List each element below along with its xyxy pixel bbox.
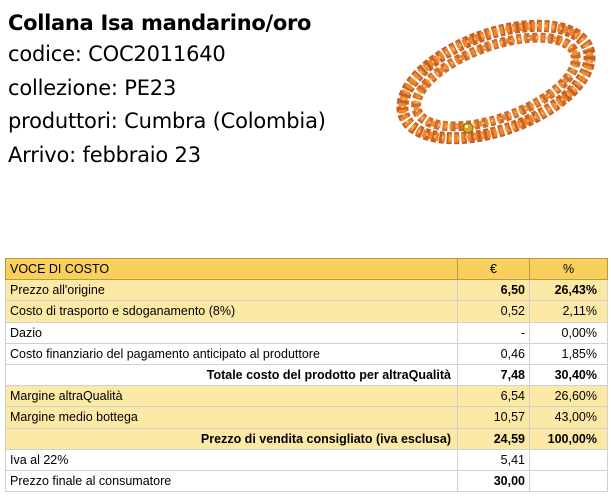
product-producers: produttori: Cumbra (Colombia): [8, 109, 326, 133]
product-code: codice: COC2011640: [8, 42, 226, 66]
row-label: Iva al 22%: [6, 449, 458, 470]
table-row: [6, 280, 608, 301]
product-info: [8, 8, 326, 172]
table-header-row: [6, 259, 608, 280]
table-row: [6, 449, 608, 470]
table-row: [6, 322, 608, 343]
row-percent: 100,00%: [530, 428, 608, 449]
row-euro: 24,59: [458, 428, 530, 449]
row-label: Margine medio bottega: [6, 407, 458, 428]
table-row: [6, 343, 608, 364]
row-percent: 2,11%: [530, 301, 608, 322]
row-label: Dazio: [6, 322, 458, 343]
product-title: Collana Isa mandarino/oro: [8, 11, 312, 35]
row-percent: [530, 470, 608, 491]
row-euro: 0,46: [458, 343, 530, 364]
total-cost-row: [6, 364, 608, 385]
row-euro: 6,50: [458, 280, 530, 301]
header-percent: %: [530, 259, 608, 280]
product-collection: collezione: PE23: [8, 75, 177, 100]
product-arrival: Arrivo: febbraio 23: [8, 142, 201, 167]
row-euro: 30,00: [458, 470, 530, 491]
row-percent: 43,00%: [530, 407, 608, 428]
table-row: [6, 407, 608, 428]
row-euro: -: [458, 322, 530, 343]
row-label: Prezzo all'origine: [6, 280, 458, 301]
row-euro: 7,48: [458, 364, 530, 385]
row-euro: 6,54: [458, 386, 530, 407]
row-label: Prezzo finale al consumatore: [6, 470, 458, 491]
necklace-photo: [380, 4, 602, 152]
row-percent: 26,43%: [530, 280, 608, 301]
row-percent: 26,60%: [530, 386, 608, 407]
suggested-price-row: [6, 428, 608, 449]
row-percent: 1,85%: [530, 343, 608, 364]
row-euro: 10,57: [458, 407, 530, 428]
row-euro: 5,41: [458, 449, 530, 470]
table-row: [6, 386, 608, 407]
row-label: Totale costo del prodotto per altraQualità: [6, 364, 458, 385]
header-euro: €: [458, 259, 530, 280]
cost-table: [5, 258, 608, 492]
row-label: Margine altraQualità: [6, 386, 458, 407]
row-percent: [530, 449, 608, 470]
final-price-row: [6, 470, 608, 491]
header-voce-di-costo: VOCE DI COSTO: [6, 259, 458, 280]
row-label: Costo di trasporto e sdoganamento (8%): [6, 301, 458, 322]
row-percent: 30,40%: [530, 364, 608, 385]
row-label: Costo finanziario del pagamento anticipato al produttore: [6, 343, 458, 364]
table-row: [6, 301, 608, 322]
row-euro: 0,52: [458, 301, 530, 322]
row-label: Prezzo di vendita consigliato (iva esclusa): [6, 428, 458, 449]
row-percent: 0,00%: [530, 322, 608, 343]
